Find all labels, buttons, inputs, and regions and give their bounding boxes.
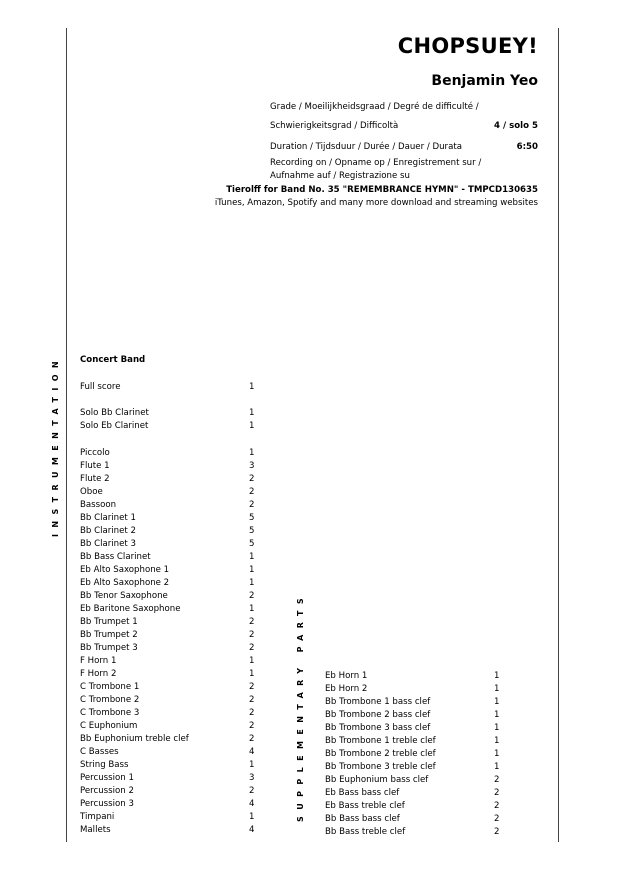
supplementary-part-name: Bb Trombone 1 bass clef	[325, 697, 431, 707]
instrumentation-part-quantity: 1	[249, 565, 255, 575]
left-margin-line	[66, 28, 67, 842]
instrumentation-part-name: Bb Clarinet 3	[80, 539, 136, 549]
supplementary-part-name: Eb Horn 1	[325, 671, 368, 681]
recording-album: Tierolff for Band No. 35 "REMEMBRANCE HYMN" - TMPCD130635	[226, 185, 538, 195]
instrumentation-part-quantity: 4	[249, 825, 255, 835]
instrumentation-part-quantity: 2	[249, 682, 255, 692]
supplementary-part-name: Bb Trombone 1 treble clef	[325, 736, 436, 746]
supplementary-part-name: Eb Bass bass clef	[325, 788, 400, 798]
instrumentation-part-quantity: 1	[249, 760, 255, 770]
supplementary-part-name: Bb Trombone 3 treble clef	[325, 762, 436, 772]
supplementary-part-name: Bb Bass bass clef	[325, 814, 400, 824]
supplementary-part-quantity: 2	[494, 827, 500, 837]
instrumentation-part-name: Bb Trumpet 3	[80, 643, 138, 653]
instrumentation-part-name: Eb Alto Saxophone 2	[80, 578, 170, 588]
instrumentation-part-quantity: 3	[249, 461, 255, 471]
instrumentation-part-quantity: 5	[249, 526, 255, 536]
grade-label-line1: Grade / Moeilijkheidsgraad / Degré de difficulté /	[270, 102, 479, 112]
instrumentation-part-quantity: 1	[249, 382, 255, 392]
instrumentation-part-name: Flute 1	[80, 461, 110, 471]
right-margin-line	[558, 28, 559, 842]
instrumentation-part-name: Bb Tenor Saxophone	[80, 591, 168, 601]
instrumentation-part-name: Piccolo	[80, 448, 110, 458]
supplementary-part-quantity: 2	[494, 788, 500, 798]
instrumentation-part-name: Bb Trumpet 2	[80, 630, 138, 640]
instrumentation-part-quantity: 1	[249, 408, 255, 418]
supplementary-side-label: SUPPLEMENTARY PARTS	[296, 592, 305, 822]
instrumentation-part-name: Bassoon	[80, 500, 117, 510]
composer-name: Benjamin Yeo	[431, 73, 538, 89]
instrumentation-part-quantity: 1	[249, 604, 255, 614]
supplementary-part-quantity: 2	[494, 801, 500, 811]
instrumentation-part-name: Solo Bb Clarinet	[80, 408, 149, 418]
instrumentation-part-quantity: 2	[249, 695, 255, 705]
instrumentation-part-quantity: 1	[249, 812, 255, 822]
section-title: Concert Band	[80, 355, 146, 365]
instrumentation-part-quantity: 5	[249, 513, 255, 523]
instrumentation-part-quantity: 2	[249, 643, 255, 653]
instrumentation-part-quantity: 4	[249, 747, 255, 757]
supplementary-part-quantity: 1	[494, 671, 500, 681]
supplementary-part-quantity: 2	[494, 775, 500, 785]
supplementary-part-quantity: 1	[494, 684, 500, 694]
instrumentation-part-quantity: 2	[249, 591, 255, 601]
instrumentation-part-name: Eb Baritone Saxophone	[80, 604, 181, 614]
supplementary-part-name: Eb Bass treble clef	[325, 801, 405, 811]
instrumentation-part-quantity: 2	[249, 721, 255, 731]
instrumentation-part-quantity: 4	[249, 799, 255, 809]
instrumentation-part-quantity: 1	[249, 656, 255, 666]
instrumentation-part-name: C Euphonium	[80, 721, 138, 731]
instrumentation-part-name: Bb Bass Clarinet	[80, 552, 151, 562]
instrumentation-part-name: Full score	[80, 382, 121, 392]
instrumentation-part-quantity: 2	[249, 474, 255, 484]
instrumentation-part-name: String Bass	[80, 760, 129, 770]
instrumentation-part-name: Solo Eb Clarinet	[80, 421, 149, 431]
supplementary-part-quantity: 1	[494, 710, 500, 720]
instrumentation-part-name: Bb Euphonium treble clef	[80, 734, 189, 744]
instrumentation-part-quantity: 1	[249, 421, 255, 431]
instrumentation-part-name: C Trombone 1	[80, 682, 140, 692]
instrumentation-part-name: Bb Trumpet 1	[80, 617, 138, 627]
instrumentation-part-name: F Horn 1	[80, 656, 117, 666]
instrumentation-part-name: C Trombone 3	[80, 708, 140, 718]
instrumentation-part-quantity: 2	[249, 734, 255, 744]
instrumentation-part-quantity: 1	[249, 578, 255, 588]
instrumentation-part-name: Mallets	[80, 825, 111, 835]
supplementary-part-quantity: 1	[494, 762, 500, 772]
instrumentation-part-name: Timpani	[80, 812, 115, 822]
instrumentation-part-quantity: 2	[249, 630, 255, 640]
recording-platforms: iTunes, Amazon, Spotify and many more download and streaming websites	[214, 198, 538, 208]
instrumentation-part-quantity: 2	[249, 786, 255, 796]
recording-label-line2: Aufnahme auf / Registrazione su	[270, 171, 410, 181]
instrumentation-part-name: Bb Clarinet 2	[80, 526, 136, 536]
grade-label-line2: Schwierigkeitsgrad / Difficoltà	[270, 121, 399, 131]
instrumentation-part-name: Percussion 1	[80, 773, 134, 783]
instrumentation-part-name: Bb Clarinet 1	[80, 513, 136, 523]
instrumentation-part-name: C Trombone 2	[80, 695, 140, 705]
instrumentation-part-quantity: 3	[249, 773, 255, 783]
supplementary-part-name: Bb Euphonium bass clef	[325, 775, 429, 785]
instrumentation-part-name: Eb Alto Saxophone 1	[80, 565, 170, 575]
supplementary-part-quantity: 1	[494, 723, 500, 733]
instrumentation-part-quantity: 2	[249, 708, 255, 718]
instrumentation-part-quantity: 5	[249, 539, 255, 549]
supplementary-part-name: Bb Trombone 2 treble clef	[325, 749, 436, 759]
supplementary-part-quantity: 2	[494, 814, 500, 824]
instrumentation-part-quantity: 2	[249, 500, 255, 510]
supplementary-part-quantity: 1	[494, 736, 500, 746]
duration-label: Duration / Tijdsduur / Durée / Dauer / Durata	[270, 142, 462, 152]
recording-label-line1: Recording on / Opname op / Enregistrement sur /	[270, 158, 482, 168]
instrumentation-part-name: F Horn 2	[80, 669, 117, 679]
instrumentation-part-quantity: 1	[249, 552, 255, 562]
supplementary-part-quantity: 1	[494, 697, 500, 707]
piece-title: CHOPSUEY!	[397, 34, 538, 58]
supplementary-part-name: Eb Horn 2	[325, 684, 368, 694]
supplementary-part-name: Bb Trombone 2 bass clef	[325, 710, 431, 720]
instrumentation-part-name: Percussion 2	[80, 786, 134, 796]
instrumentation-part-quantity: 1	[249, 448, 255, 458]
supplementary-part-name: Bb Bass treble clef	[325, 827, 406, 837]
instrumentation-part-quantity: 1	[249, 669, 255, 679]
grade-value: 4 / solo 5	[494, 121, 538, 131]
instrumentation-part-name: C Basses	[80, 747, 119, 757]
instrumentation-part-name: Oboe	[80, 487, 103, 497]
duration-value: 6:50	[516, 142, 538, 152]
instrumentation-part-quantity: 2	[249, 487, 255, 497]
supplementary-part-quantity: 1	[494, 749, 500, 759]
instrumentation-part-name: Percussion 3	[80, 799, 134, 809]
supplementary-part-name: Bb Trombone 3 bass clef	[325, 723, 431, 733]
instrumentation-side-label: INSTRUMENTATION	[51, 355, 60, 538]
instrumentation-part-quantity: 2	[249, 617, 255, 627]
instrumentation-part-name: Flute 2	[80, 474, 110, 484]
